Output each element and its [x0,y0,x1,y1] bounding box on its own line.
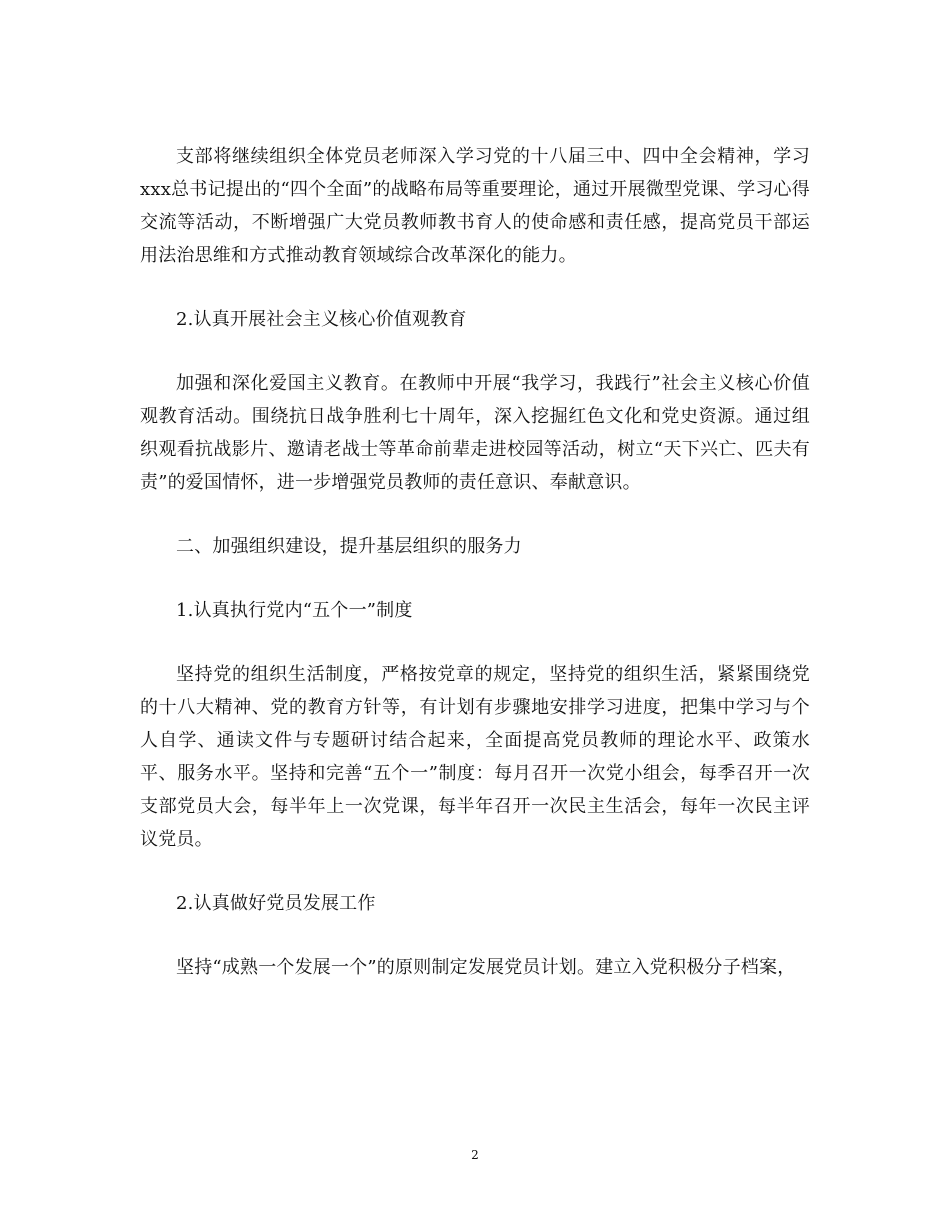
heading-organization-building: 二、加强组织建设，提升基层组织的服务力 [176,536,522,557]
heading-five-ones-system: 1.认真执行党内“五个一”制度 [176,600,413,621]
paragraph-development-plan: 坚持“成熟一个发展一个”的原则制定发展党员计划。建立入党积极分子档案， [176,957,796,978]
paragraph-organization-life: 坚持党的组织生活制度，严格按党章的规定，坚持党的组织生活，紧紧围绕党的十八大精神、党的教育方针等，有计划有步骤地安排学习进度，把集中学习与个人自学、通读文件与专题研讨结合起来，全面提高党员教师的理论水平、政策水平、服务水平。坚持和完善“五个一”制度：每月召开一次党小组会，每季召开一次支部党员大会，每半年上一次党课，每半年召开一次民主生活会，每年一次民主评议党员。 [140,664,810,850]
paragraph-study-plan: 支部将继续组织全体党员老师深入学习党的十八届三中、四中全会精神，学习xxx总书记提出的“四个全面”的战略布局等重要理论，通过开展微型党课、学习心得交流等活动，不断增强广大党员教师教书育人的使命感和责任感，提高党员干部运用法治思维和方式推动教育领域综合改革深化的能力。 [140,146,810,266]
document-body [140,140,810,984]
heading-core-values-education: 2.认真开展社会主义核心价值观教育 [176,309,467,330]
heading-member-development: 2.认真做好党员发展工作 [176,893,376,914]
paragraph-patriotism-education: 加强和深化爱国主义教育。在教师中开展“我学习，我践行”社会主义核心价值观教育活动。围绕抗日战争胜利七十周年，深入挖掘红色文化和党史资源。通过组织观看抗战影片、邀请老战士等革命前辈走进校园等活动，树立“天下兴亡、匹夫有责”的爱国情怀，进一步增强党员教师的责任意识、奉献意识。 [140,373,810,493]
page-number: 2 [471,1148,479,1162]
